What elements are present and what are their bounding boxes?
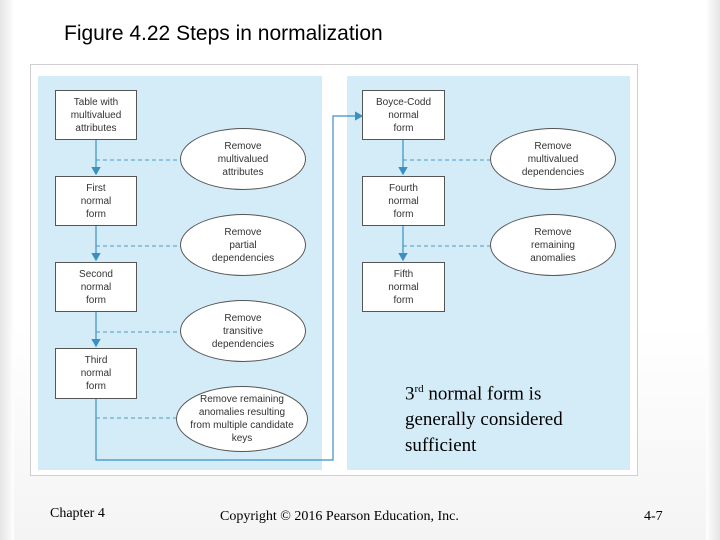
footer-chapter: Chapter 4 xyxy=(50,506,105,521)
slide-title: Figure 4.22 Steps in normalization xyxy=(64,22,383,45)
note-number: 3 xyxy=(405,383,415,405)
footer-page-number: 4-7 xyxy=(644,509,663,524)
step-oval-remove-transitive-dependencies: Remove transitive dependencies xyxy=(180,300,306,362)
form-box-unnormalized: Table with multivalued attributes xyxy=(55,90,137,140)
note-ordinal-suffix: rd xyxy=(414,383,424,395)
form-box-fifth-normal-form: Fifth normal form xyxy=(362,262,445,312)
step-oval-remove-multivalued-dependencies: Remove multivalued dependencies xyxy=(490,128,616,190)
step-oval-remove-remaining-anomalies-candidate-keys: Remove remaining anomalies resulting from multiple candidate keys xyxy=(176,386,308,452)
step-oval-remove-partial-dependencies: Remove partial dependencies xyxy=(180,214,306,276)
form-box-boyce-codd: Boyce-Codd normal form xyxy=(362,90,445,140)
note-line-3: sufficient xyxy=(405,435,477,457)
note-line-1 xyxy=(405,376,563,407)
footer-copyright: Copyright © 2016 Pearson Education, Inc. xyxy=(220,509,459,524)
step-oval-remove-multivalued-attributes: Remove multivalued attributes xyxy=(180,128,306,190)
form-box-fourth-normal-form: Fourth normal form xyxy=(362,176,445,226)
form-box-second-normal-form: Second normal form xyxy=(55,262,137,312)
step-oval-remove-remaining-anomalies: Remove remaining anomalies xyxy=(490,214,616,276)
form-box-first-normal-form: First normal form xyxy=(55,176,137,226)
note-line-2: generally considered xyxy=(405,409,563,431)
third-normal-form-note xyxy=(405,376,563,459)
form-box-third-normal-form: Third normal form xyxy=(55,348,137,399)
note-line-1-rest: normal form is xyxy=(423,383,542,405)
